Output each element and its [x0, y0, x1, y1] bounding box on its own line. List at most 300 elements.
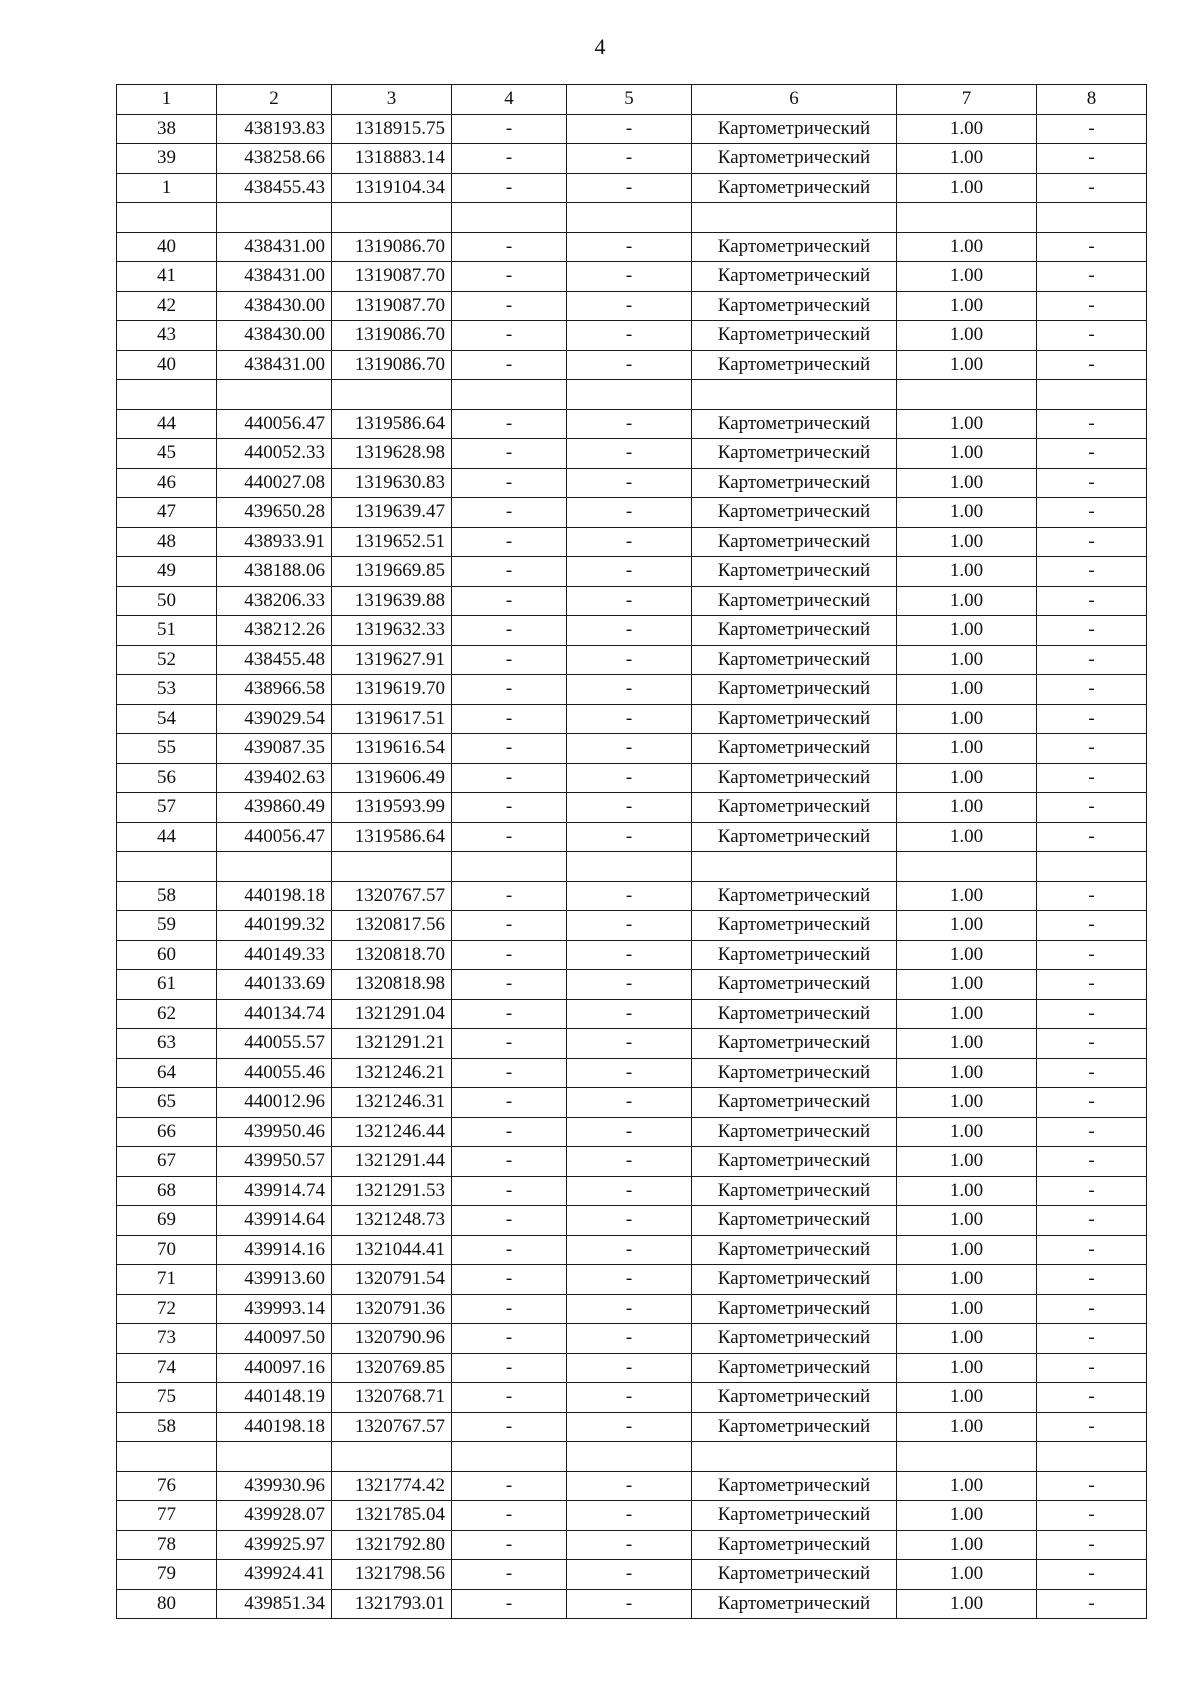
- column-8-cell: -: [1037, 1353, 1147, 1383]
- x-coordinate-cell: 438455.43: [217, 173, 332, 203]
- y-coordinate-cell: 1321044.41: [332, 1235, 452, 1265]
- empty-cell: [567, 380, 692, 410]
- y-coordinate-cell: 1319087.70: [332, 262, 452, 292]
- point-number-cell: 45: [117, 439, 217, 469]
- empty-cell: [332, 203, 452, 233]
- column-5-cell: -: [567, 911, 692, 941]
- separator-row: [117, 380, 1147, 410]
- method-cell: Картометрический: [692, 498, 897, 528]
- method-cell: Картометрический: [692, 793, 897, 823]
- column-8-cell: -: [1037, 793, 1147, 823]
- empty-cell: [117, 380, 217, 410]
- column-8-cell: -: [1037, 1147, 1147, 1177]
- y-coordinate-cell: 1320817.56: [332, 911, 452, 941]
- x-coordinate-cell: 440056.47: [217, 409, 332, 439]
- column-5-cell: -: [567, 1324, 692, 1354]
- y-coordinate-cell: 1320790.96: [332, 1324, 452, 1354]
- column-5-cell: -: [567, 645, 692, 675]
- x-coordinate-cell: 440133.69: [217, 970, 332, 1000]
- method-cell: Картометрический: [692, 144, 897, 174]
- x-coordinate-cell: 439402.63: [217, 763, 332, 793]
- accuracy-cell: 1.00: [897, 144, 1037, 174]
- method-cell: Картометрический: [692, 940, 897, 970]
- column-8-cell: -: [1037, 1206, 1147, 1236]
- method-cell: Картометрический: [692, 291, 897, 321]
- column-8-cell: -: [1037, 586, 1147, 616]
- column-8-cell: -: [1037, 1501, 1147, 1531]
- column-8-cell: -: [1037, 734, 1147, 764]
- column-8-cell: -: [1037, 262, 1147, 292]
- empty-cell: [567, 1442, 692, 1472]
- column-4-cell: -: [452, 970, 567, 1000]
- point-number-cell: 51: [117, 616, 217, 646]
- column-5-cell: -: [567, 793, 692, 823]
- accuracy-cell: 1.00: [897, 1235, 1037, 1265]
- column-5-cell: -: [567, 1176, 692, 1206]
- accuracy-cell: 1.00: [897, 1471, 1037, 1501]
- table-row: [117, 557, 1147, 587]
- table-row: [117, 1324, 1147, 1354]
- page-number: 4: [594, 34, 606, 59]
- accuracy-cell: 1.00: [897, 1353, 1037, 1383]
- table-row: [117, 144, 1147, 174]
- table-row: [117, 793, 1147, 823]
- column-8-cell: -: [1037, 704, 1147, 734]
- empty-cell: [897, 203, 1037, 233]
- x-coordinate-cell: 440052.33: [217, 439, 332, 469]
- method-cell: Картометрический: [692, 616, 897, 646]
- x-coordinate-cell: 440097.16: [217, 1353, 332, 1383]
- column-5-cell: -: [567, 704, 692, 734]
- column-4-cell: -: [452, 439, 567, 469]
- empty-cell: [332, 852, 452, 882]
- y-coordinate-cell: 1320767.57: [332, 881, 452, 911]
- separator-row: [117, 852, 1147, 882]
- x-coordinate-cell: 440012.96: [217, 1088, 332, 1118]
- y-coordinate-cell: 1319086.70: [332, 232, 452, 262]
- accuracy-cell: 1.00: [897, 173, 1037, 203]
- point-number-cell: 53: [117, 675, 217, 705]
- column-5-cell: -: [567, 1029, 692, 1059]
- y-coordinate-cell: 1319630.83: [332, 468, 452, 498]
- method-cell: Картометрический: [692, 999, 897, 1029]
- x-coordinate-cell: 438193.83: [217, 114, 332, 144]
- y-coordinate-cell: 1320818.70: [332, 940, 452, 970]
- point-number-cell: 44: [117, 822, 217, 852]
- column-4-cell: -: [452, 1029, 567, 1059]
- empty-cell: [692, 1442, 897, 1472]
- column-4-cell: -: [452, 881, 567, 911]
- accuracy-cell: 1.00: [897, 881, 1037, 911]
- empty-cell: [452, 1442, 567, 1472]
- x-coordinate-cell: 439029.54: [217, 704, 332, 734]
- x-coordinate-cell: 439950.57: [217, 1147, 332, 1177]
- table-row: [117, 911, 1147, 941]
- accuracy-cell: 1.00: [897, 586, 1037, 616]
- column-4-cell: -: [452, 114, 567, 144]
- column-8-cell: -: [1037, 173, 1147, 203]
- table-row: [117, 675, 1147, 705]
- x-coordinate-cell: 438258.66: [217, 144, 332, 174]
- column-8-cell: -: [1037, 1324, 1147, 1354]
- accuracy-cell: 1.00: [897, 321, 1037, 351]
- empty-cell: [217, 203, 332, 233]
- x-coordinate-cell: 438933.91: [217, 527, 332, 557]
- table-row: [117, 1294, 1147, 1324]
- point-number-cell: 59: [117, 911, 217, 941]
- column-4-cell: -: [452, 321, 567, 351]
- column-5-cell: -: [567, 1412, 692, 1442]
- column-8-cell: -: [1037, 911, 1147, 941]
- column-8-cell: -: [1037, 498, 1147, 528]
- method-cell: Картометрический: [692, 1383, 897, 1413]
- table-row: [117, 439, 1147, 469]
- column-5-cell: -: [567, 468, 692, 498]
- y-coordinate-cell: 1319617.51: [332, 704, 452, 734]
- x-coordinate-cell: 438455.48: [217, 645, 332, 675]
- column-header: 2: [217, 85, 332, 115]
- column-4-cell: -: [452, 822, 567, 852]
- accuracy-cell: 1.00: [897, 232, 1037, 262]
- column-4-cell: -: [452, 1235, 567, 1265]
- method-cell: Картометрический: [692, 1530, 897, 1560]
- column-4-cell: -: [452, 911, 567, 941]
- column-4-cell: -: [452, 1324, 567, 1354]
- empty-cell: [897, 852, 1037, 882]
- method-cell: Картометрический: [692, 1058, 897, 1088]
- point-number-cell: 64: [117, 1058, 217, 1088]
- accuracy-cell: 1.00: [897, 704, 1037, 734]
- y-coordinate-cell: 1320791.54: [332, 1265, 452, 1295]
- column-8-cell: -: [1037, 645, 1147, 675]
- point-number-cell: 38: [117, 114, 217, 144]
- y-coordinate-cell: 1321785.04: [332, 1501, 452, 1531]
- table-row: [117, 970, 1147, 1000]
- accuracy-cell: 1.00: [897, 822, 1037, 852]
- accuracy-cell: 1.00: [897, 911, 1037, 941]
- point-number-cell: 1: [117, 173, 217, 203]
- empty-cell: [217, 380, 332, 410]
- y-coordinate-cell: 1321246.21: [332, 1058, 452, 1088]
- column-4-cell: -: [452, 793, 567, 823]
- accuracy-cell: 1.00: [897, 557, 1037, 587]
- column-5-cell: -: [567, 350, 692, 380]
- x-coordinate-cell: 438431.00: [217, 350, 332, 380]
- accuracy-cell: 1.00: [897, 1176, 1037, 1206]
- y-coordinate-cell: 1321774.42: [332, 1471, 452, 1501]
- method-cell: Картометрический: [692, 1206, 897, 1236]
- column-5-cell: -: [567, 999, 692, 1029]
- point-number-cell: 80: [117, 1589, 217, 1619]
- column-4-cell: -: [452, 1206, 567, 1236]
- accuracy-cell: 1.00: [897, 675, 1037, 705]
- accuracy-cell: 1.00: [897, 1530, 1037, 1560]
- x-coordinate-cell: 440134.74: [217, 999, 332, 1029]
- point-number-cell: 55: [117, 734, 217, 764]
- accuracy-cell: 1.00: [897, 1147, 1037, 1177]
- point-number-cell: 76: [117, 1471, 217, 1501]
- separator-row: [117, 1442, 1147, 1472]
- column-4-cell: -: [452, 645, 567, 675]
- column-4-cell: -: [452, 144, 567, 174]
- column-8-cell: -: [1037, 970, 1147, 1000]
- table-row: [117, 350, 1147, 380]
- x-coordinate-cell: 439925.97: [217, 1530, 332, 1560]
- method-cell: Картометрический: [692, 1353, 897, 1383]
- column-5-cell: -: [567, 734, 692, 764]
- point-number-cell: 63: [117, 1029, 217, 1059]
- x-coordinate-cell: 438212.26: [217, 616, 332, 646]
- method-cell: Картометрический: [692, 350, 897, 380]
- y-coordinate-cell: 1321792.80: [332, 1530, 452, 1560]
- accuracy-cell: 1.00: [897, 262, 1037, 292]
- table-row: [117, 1235, 1147, 1265]
- method-cell: Картометрический: [692, 439, 897, 469]
- column-8-cell: -: [1037, 675, 1147, 705]
- y-coordinate-cell: 1321291.53: [332, 1176, 452, 1206]
- column-5-cell: -: [567, 1560, 692, 1590]
- table-row: [117, 1147, 1147, 1177]
- accuracy-cell: 1.00: [897, 498, 1037, 528]
- table-row: [117, 734, 1147, 764]
- column-8-cell: -: [1037, 1530, 1147, 1560]
- method-cell: Картометрический: [692, 468, 897, 498]
- method-cell: Картометрический: [692, 1294, 897, 1324]
- column-5-cell: -: [567, 232, 692, 262]
- point-number-cell: 58: [117, 1412, 217, 1442]
- column-5-cell: -: [567, 970, 692, 1000]
- y-coordinate-cell: 1320818.98: [332, 970, 452, 1000]
- table-row: [117, 1560, 1147, 1590]
- table-row: [117, 1176, 1147, 1206]
- method-cell: Картометрический: [692, 881, 897, 911]
- column-5-cell: -: [567, 557, 692, 587]
- x-coordinate-cell: 440198.18: [217, 881, 332, 911]
- x-coordinate-cell: 439993.14: [217, 1294, 332, 1324]
- column-8-cell: -: [1037, 1560, 1147, 1590]
- y-coordinate-cell: 1319086.70: [332, 321, 452, 351]
- y-coordinate-cell: 1319639.88: [332, 586, 452, 616]
- column-5-cell: -: [567, 409, 692, 439]
- x-coordinate-cell: 439650.28: [217, 498, 332, 528]
- column-4-cell: -: [452, 1147, 567, 1177]
- table-row: [117, 1088, 1147, 1118]
- column-5-cell: -: [567, 940, 692, 970]
- column-4-cell: -: [452, 557, 567, 587]
- column-4-cell: -: [452, 586, 567, 616]
- accuracy-cell: 1.00: [897, 350, 1037, 380]
- accuracy-cell: 1.00: [897, 1383, 1037, 1413]
- accuracy-cell: 1.00: [897, 970, 1037, 1000]
- x-coordinate-cell: 440198.18: [217, 1412, 332, 1442]
- accuracy-cell: 1.00: [897, 1412, 1037, 1442]
- x-coordinate-cell: 439950.46: [217, 1117, 332, 1147]
- y-coordinate-cell: 1321248.73: [332, 1206, 452, 1236]
- column-8-cell: -: [1037, 1265, 1147, 1295]
- table-row: [117, 409, 1147, 439]
- method-cell: Картометрический: [692, 114, 897, 144]
- column-header: 7: [897, 85, 1037, 115]
- column-8-cell: -: [1037, 1117, 1147, 1147]
- empty-cell: [567, 203, 692, 233]
- x-coordinate-cell: 439914.64: [217, 1206, 332, 1236]
- accuracy-cell: 1.00: [897, 1088, 1037, 1118]
- column-8-cell: -: [1037, 1383, 1147, 1413]
- column-header: 5: [567, 85, 692, 115]
- x-coordinate-cell: 440199.32: [217, 911, 332, 941]
- column-4-cell: -: [452, 350, 567, 380]
- column-5-cell: -: [567, 173, 692, 203]
- x-coordinate-cell: 440056.47: [217, 822, 332, 852]
- column-4-cell: -: [452, 704, 567, 734]
- empty-cell: [897, 380, 1037, 410]
- table-row: [117, 291, 1147, 321]
- table-row: [117, 1501, 1147, 1531]
- method-cell: Картометрический: [692, 1176, 897, 1206]
- point-number-cell: 50: [117, 586, 217, 616]
- x-coordinate-cell: 439924.41: [217, 1560, 332, 1590]
- accuracy-cell: 1.00: [897, 291, 1037, 321]
- column-8-cell: -: [1037, 1471, 1147, 1501]
- column-header: 6: [692, 85, 897, 115]
- x-coordinate-cell: 439928.07: [217, 1501, 332, 1531]
- point-number-cell: 56: [117, 763, 217, 793]
- point-number-cell: 42: [117, 291, 217, 321]
- column-5-cell: -: [567, 1206, 692, 1236]
- coordinates-table: [116, 84, 1147, 1619]
- empty-cell: [452, 852, 567, 882]
- y-coordinate-cell: 1319639.47: [332, 498, 452, 528]
- method-cell: Картометрический: [692, 1589, 897, 1619]
- column-8-cell: -: [1037, 1088, 1147, 1118]
- column-5-cell: -: [567, 1058, 692, 1088]
- point-number-cell: 66: [117, 1117, 217, 1147]
- point-number-cell: 52: [117, 645, 217, 675]
- point-number-cell: 74: [117, 1353, 217, 1383]
- point-number-cell: 40: [117, 350, 217, 380]
- x-coordinate-cell: 439851.34: [217, 1589, 332, 1619]
- column-5-cell: -: [567, 1471, 692, 1501]
- column-4-cell: -: [452, 1088, 567, 1118]
- y-coordinate-cell: 1319586.64: [332, 822, 452, 852]
- point-number-cell: 41: [117, 262, 217, 292]
- point-number-cell: 71: [117, 1265, 217, 1295]
- y-coordinate-cell: 1319619.70: [332, 675, 452, 705]
- point-number-cell: 73: [117, 1324, 217, 1354]
- empty-cell: [692, 852, 897, 882]
- column-5-cell: -: [567, 1265, 692, 1295]
- point-number-cell: 79: [117, 1560, 217, 1590]
- method-cell: Картометрический: [692, 1265, 897, 1295]
- method-cell: Картометрический: [692, 1501, 897, 1531]
- empty-cell: [217, 852, 332, 882]
- column-4-cell: -: [452, 1501, 567, 1531]
- empty-cell: [1037, 380, 1147, 410]
- column-8-cell: -: [1037, 1589, 1147, 1619]
- y-coordinate-cell: 1319627.91: [332, 645, 452, 675]
- table-row: [117, 114, 1147, 144]
- method-cell: Картометрический: [692, 173, 897, 203]
- column-4-cell: -: [452, 527, 567, 557]
- method-cell: Картометрический: [692, 970, 897, 1000]
- column-4-cell: -: [452, 1560, 567, 1590]
- column-5-cell: -: [567, 1088, 692, 1118]
- accuracy-cell: 1.00: [897, 999, 1037, 1029]
- x-coordinate-cell: 440027.08: [217, 468, 332, 498]
- table-row: [117, 1058, 1147, 1088]
- x-coordinate-cell: 439087.35: [217, 734, 332, 764]
- point-number-cell: 46: [117, 468, 217, 498]
- column-8-cell: -: [1037, 114, 1147, 144]
- point-number-cell: 47: [117, 498, 217, 528]
- table-row: [117, 1265, 1147, 1295]
- method-cell: Картометрический: [692, 586, 897, 616]
- table-row: [117, 527, 1147, 557]
- table-row: [117, 1471, 1147, 1501]
- point-number-cell: 40: [117, 232, 217, 262]
- column-5-cell: -: [567, 881, 692, 911]
- column-4-cell: -: [452, 1412, 567, 1442]
- method-cell: Картометрический: [692, 911, 897, 941]
- column-header: 8: [1037, 85, 1147, 115]
- y-coordinate-cell: 1320791.36: [332, 1294, 452, 1324]
- column-4-cell: -: [452, 1294, 567, 1324]
- column-5-cell: -: [567, 321, 692, 351]
- column-5-cell: -: [567, 675, 692, 705]
- table-row: [117, 1383, 1147, 1413]
- point-number-cell: 70: [117, 1235, 217, 1265]
- column-8-cell: -: [1037, 350, 1147, 380]
- column-5-cell: -: [567, 291, 692, 321]
- column-8-cell: -: [1037, 409, 1147, 439]
- column-5-cell: -: [567, 1589, 692, 1619]
- table-row: [117, 999, 1147, 1029]
- y-coordinate-cell: 1321798.56: [332, 1560, 452, 1590]
- column-4-cell: -: [452, 616, 567, 646]
- table-body: [117, 114, 1147, 1619]
- accuracy-cell: 1.00: [897, 1117, 1037, 1147]
- point-number-cell: 68: [117, 1176, 217, 1206]
- x-coordinate-cell: 440097.50: [217, 1324, 332, 1354]
- empty-cell: [332, 1442, 452, 1472]
- column-4-cell: -: [452, 498, 567, 528]
- empty-cell: [332, 380, 452, 410]
- accuracy-cell: 1.00: [897, 114, 1037, 144]
- column-header: 4: [452, 85, 567, 115]
- accuracy-cell: 1.00: [897, 1294, 1037, 1324]
- accuracy-cell: 1.00: [897, 1058, 1037, 1088]
- method-cell: Картометрический: [692, 409, 897, 439]
- method-cell: Картометрический: [692, 232, 897, 262]
- method-cell: Картометрический: [692, 704, 897, 734]
- accuracy-cell: 1.00: [897, 1265, 1037, 1295]
- column-4-cell: -: [452, 1176, 567, 1206]
- y-coordinate-cell: 1321246.31: [332, 1088, 452, 1118]
- column-5-cell: -: [567, 1530, 692, 1560]
- column-8-cell: -: [1037, 1176, 1147, 1206]
- method-cell: Картометрический: [692, 1324, 897, 1354]
- accuracy-cell: 1.00: [897, 409, 1037, 439]
- y-coordinate-cell: 1321291.44: [332, 1147, 452, 1177]
- method-cell: Картометрический: [692, 557, 897, 587]
- accuracy-cell: 1.00: [897, 763, 1037, 793]
- table-row: [117, 1589, 1147, 1619]
- point-number-cell: 43: [117, 321, 217, 351]
- column-8-cell: -: [1037, 616, 1147, 646]
- column-8-cell: -: [1037, 468, 1147, 498]
- y-coordinate-cell: 1320768.71: [332, 1383, 452, 1413]
- x-coordinate-cell: 438966.58: [217, 675, 332, 705]
